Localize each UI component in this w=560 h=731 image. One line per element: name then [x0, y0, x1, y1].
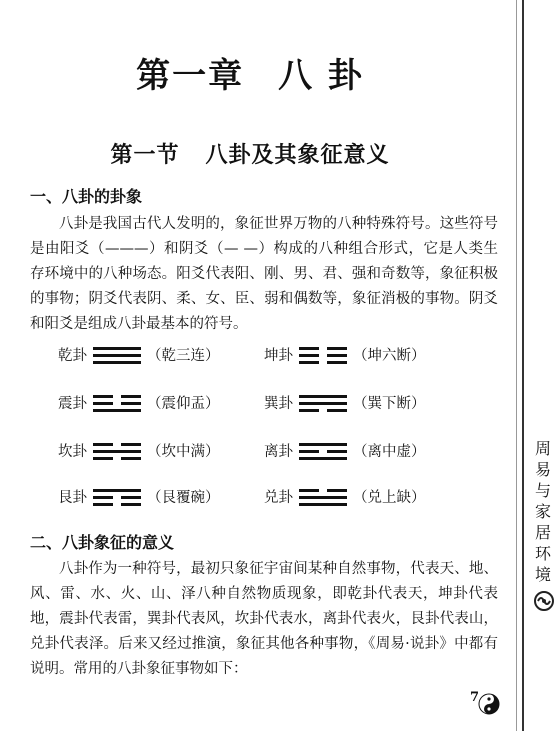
trigram-name: 艮卦 — [58, 490, 87, 506]
yang-line — [93, 354, 141, 357]
chapter-name: 八 卦 — [278, 56, 364, 96]
trigram-symbol — [299, 393, 347, 413]
yang-line — [93, 450, 141, 453]
yin-line — [93, 443, 141, 446]
yin-line — [299, 450, 347, 453]
trigram-symbol — [299, 441, 347, 461]
trigram-nickname: （巽下断） — [353, 396, 426, 412]
section-title — [0, 138, 500, 169]
trigram-item — [264, 392, 426, 413]
trigram-name: 震卦 — [58, 396, 87, 412]
trigram-symbol — [93, 487, 141, 507]
trigram-nickname: （乾三连） — [147, 348, 220, 364]
trigram-nickname: （坤六断） — [353, 348, 426, 364]
side-title-char: 易 — [534, 460, 551, 479]
trigram-symbol — [93, 345, 141, 365]
trigram-item — [264, 440, 426, 461]
side-title-char: 环 — [534, 544, 551, 563]
yin-line — [93, 402, 141, 405]
part1-paragraph: 八卦是我国古代人发明的，象征世界万物的八种特殊符号。这些符号是由阳爻（———）和阴爻（— —）构成的八种组合形式，它是人类生存环境中的八种场态。阳爻代表阳、刚、男、君、强和奇数等，象征积极的事物；阴爻代表阴、柔、女、臣、弱和偶数等，象征消极的事物。阴爻和阳爻是组成八卦最基本的符号。 — [30, 216, 498, 332]
yin-line — [299, 409, 347, 412]
part2-paragraph: 八卦作为一种符号，最初只象征宇宙间某种自然事物，代表天、地、风、雷、水、火、山、泽八种自然物质现象，即乾卦代表天，坤卦代表地，震卦代表雷，巽卦代表风，坎卦代表水，离卦代表火，艮卦代表山，兑卦代表泽。后来又经过推演，象征其他各种事物，《周易·说卦》中都有说明。常用的八卦象征事物如下： — [30, 561, 498, 677]
yin-line — [93, 503, 141, 506]
margin-rule-thin — [516, 0, 517, 731]
side-title-char: 居 — [534, 523, 551, 542]
yin-line — [299, 347, 347, 350]
yin-line — [93, 496, 141, 499]
yin-yang-icon — [478, 693, 500, 715]
page-number: 7 — [470, 690, 480, 705]
trigram-nickname: （兑上缺） — [353, 490, 426, 506]
trigram-row-3 — [58, 440, 458, 466]
yang-line — [299, 503, 347, 506]
trigram-item — [264, 486, 426, 507]
trigram-symbol — [93, 441, 141, 461]
chapter-title — [0, 48, 500, 97]
yin-line — [299, 354, 347, 357]
trigram-name: 巽卦 — [264, 396, 293, 412]
trigram-item — [264, 344, 426, 365]
trigram-name: 乾卦 — [58, 348, 87, 364]
trigram-item — [58, 486, 220, 507]
yang-line — [299, 402, 347, 405]
trigram-row-4 — [58, 486, 458, 512]
trigram-item — [58, 440, 220, 461]
side-title-char: 家 — [534, 502, 551, 521]
trigram-item — [58, 344, 220, 365]
trigram-symbol — [299, 345, 347, 365]
yang-line — [93, 347, 141, 350]
trigram-row-1 — [58, 344, 458, 370]
yang-line — [299, 443, 347, 446]
trigram-nickname: （离中虚） — [353, 444, 426, 460]
trigram-symbol — [93, 393, 141, 413]
section-name: 八卦及其象征意义 — [205, 142, 390, 168]
part1-heading: 一、八卦的卦象 — [30, 187, 143, 206]
yang-line — [299, 395, 347, 398]
dragon-ornament-icon — [533, 590, 555, 612]
chapter-number: 第一章 — [136, 56, 245, 96]
yang-line — [299, 457, 347, 460]
yin-line — [299, 489, 347, 492]
section-number: 第一节 — [110, 142, 180, 168]
yang-line — [299, 496, 347, 499]
trigram-nickname: （艮覆碗） — [147, 490, 220, 506]
part2-heading: 二、八卦象征的意义 — [30, 533, 175, 552]
yang-line — [93, 361, 141, 364]
yin-line — [299, 361, 347, 364]
trigram-name: 坤卦 — [264, 348, 293, 364]
trigram-symbol — [299, 487, 347, 507]
trigram-row-2 — [58, 392, 458, 418]
trigram-nickname: （震仰盂） — [147, 396, 220, 412]
side-title-char: 周 — [534, 439, 551, 458]
side-title-char: 与 — [534, 481, 551, 500]
yang-line — [93, 409, 141, 412]
trigram-nickname: （坎中满） — [147, 444, 220, 460]
margin-rule-thick — [522, 0, 524, 731]
side-title-char: 境 — [534, 565, 551, 584]
yang-line — [93, 489, 141, 492]
trigram-item — [58, 392, 220, 413]
side-running-title — [530, 438, 556, 585]
trigram-name: 离卦 — [264, 444, 293, 460]
yin-line — [93, 457, 141, 460]
trigram-name: 坎卦 — [58, 444, 87, 460]
yin-line — [93, 395, 141, 398]
trigram-name: 兑卦 — [264, 490, 293, 506]
